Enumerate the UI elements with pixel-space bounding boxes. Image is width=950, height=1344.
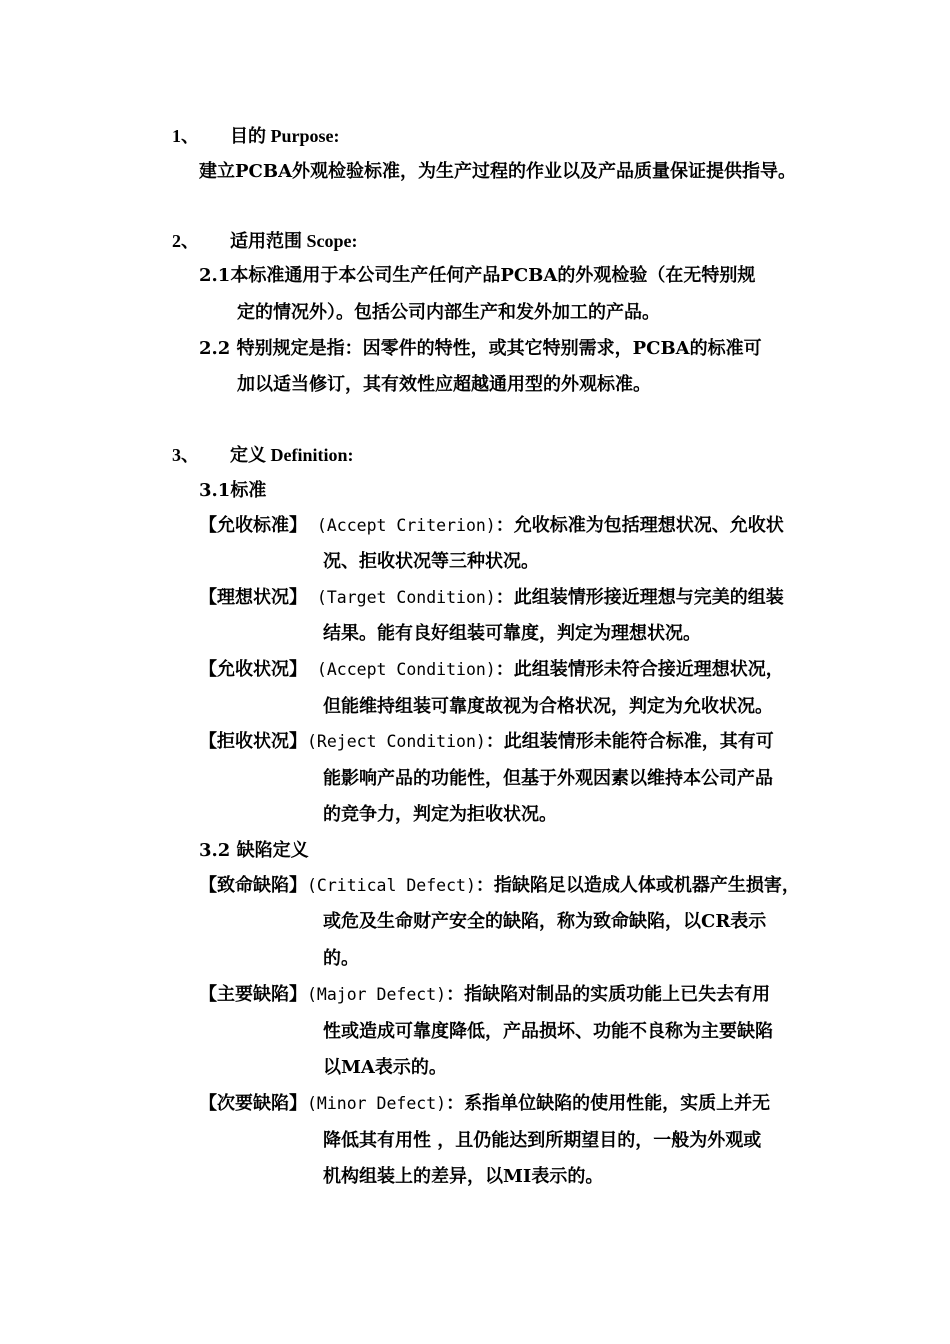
criterion-english: (Accept Criterion) — [307, 516, 496, 535]
defect-english: (Major Defect) — [307, 985, 447, 1004]
defect-english: (Critical Defect) — [307, 876, 476, 895]
criterion-target-condition — [199, 586, 784, 610]
criterion-text: ：此组装情形接近理想与完美的组装 — [495, 587, 784, 608]
defect-minor — [199, 1092, 770, 1116]
criterion-english: (Target Condition) — [307, 588, 496, 607]
section-title: 适用范围 Scope: — [230, 231, 358, 251]
defect-term: 【致命缺陷】 — [199, 875, 307, 896]
defect-continuation: 的。 — [323, 948, 359, 969]
criterion-continuation: 况、拒收状况等三种状况。 — [323, 551, 539, 572]
defect-term: 【次要缺陷】 — [199, 1093, 307, 1114]
scope-item-2-1-line-1: 2.1本标准通用于本公司生产任何产品PCBA的外观检验（在无特别规 — [199, 265, 756, 286]
defect-continuation: 机构组装上的差异，以MI表示的。 — [323, 1166, 604, 1187]
criterion-text: ：允收标准为包括理想状况、允收状 — [495, 515, 784, 536]
criterion-term: 【理想状况】 — [199, 587, 307, 608]
criterion-term: 【拒收状况】 — [199, 731, 307, 752]
criterion-term: 【允收标准】 — [199, 515, 307, 536]
criterion-accept-criterion — [199, 514, 784, 538]
criterion-term: 【允收状况】 — [199, 659, 307, 680]
section-number: 1、 — [172, 126, 199, 146]
defect-continuation: 降低其有用性 ，且仍能达到所期望目的，一般为外观或 — [323, 1130, 762, 1151]
defect-critical — [199, 874, 800, 898]
defect-continuation: 以MA表示的。 — [323, 1057, 447, 1078]
criterion-accept-condition — [199, 658, 784, 682]
defect-text: ：系指单位缺陷的使用性能，实质上并无 — [446, 1093, 771, 1114]
subsection-3-1-title: 3.1标准 — [199, 480, 267, 501]
criterion-continuation: 但能维持组装可靠度故视为合格状况，判定为允收状况。 — [323, 696, 773, 717]
scope-item-2-1-line-2: 定的情况外）。包括公司内部生产和发外加工的产品。 — [237, 302, 660, 323]
section-1-text: 建立PCBA外观检验标准，为生产过程的作业以及产品质量保证提供指导。 — [199, 161, 797, 182]
defect-english: (Minor Defect) — [307, 1094, 447, 1113]
criterion-english: (Accept Condition) — [307, 660, 496, 679]
section-title: 定义 Definition: — [230, 445, 354, 465]
defect-continuation: 或危及生命财产安全的缺陷，称为致命缺陷，以CR表示 — [323, 911, 767, 932]
defect-text: ：指缺陷对制品的实质功能上已失去有用 — [446, 984, 771, 1005]
criterion-text: ：此组装情形未符合接近理想状况， — [495, 659, 784, 680]
scope-item-2-2-line-1: 2.2 特别规定是指：因零件的特性，或其它特别需求，PCBA的标准可 — [199, 338, 762, 359]
section-title: 目的 Purpose: — [230, 126, 340, 146]
criterion-english: (Reject Condition) — [307, 732, 486, 751]
defect-continuation: 性或造成可靠度降低，产品损坏、功能不良称为主要缺陷 — [323, 1021, 773, 1042]
section-number: 2、 — [172, 231, 199, 251]
scope-item-2-2-line-2: 加以适当修订，其有效性应超越通用型的外观标准。 — [237, 374, 651, 395]
defect-term: 【主要缺陷】 — [199, 984, 307, 1005]
criterion-text: ：此组装情形未能符合标准，其有可 — [485, 731, 774, 752]
defect-text: ：指缺陷足以造成人体或机器产生损害， — [475, 875, 800, 896]
criterion-continuation: 结果。能有良好组装可靠度，判定为理想状况。 — [323, 623, 701, 644]
section-number: 3、 — [172, 445, 199, 465]
criterion-continuation: 的竞争力，判定为拒收状况。 — [323, 804, 557, 825]
criterion-reject-condition — [199, 730, 774, 754]
criterion-continuation: 能影响产品的功能性，但基于外观因素以维持本公司产品 — [323, 768, 773, 789]
defect-major — [199, 983, 770, 1007]
subsection-3-2-title: 3.2 缺陷定义 — [199, 840, 309, 861]
